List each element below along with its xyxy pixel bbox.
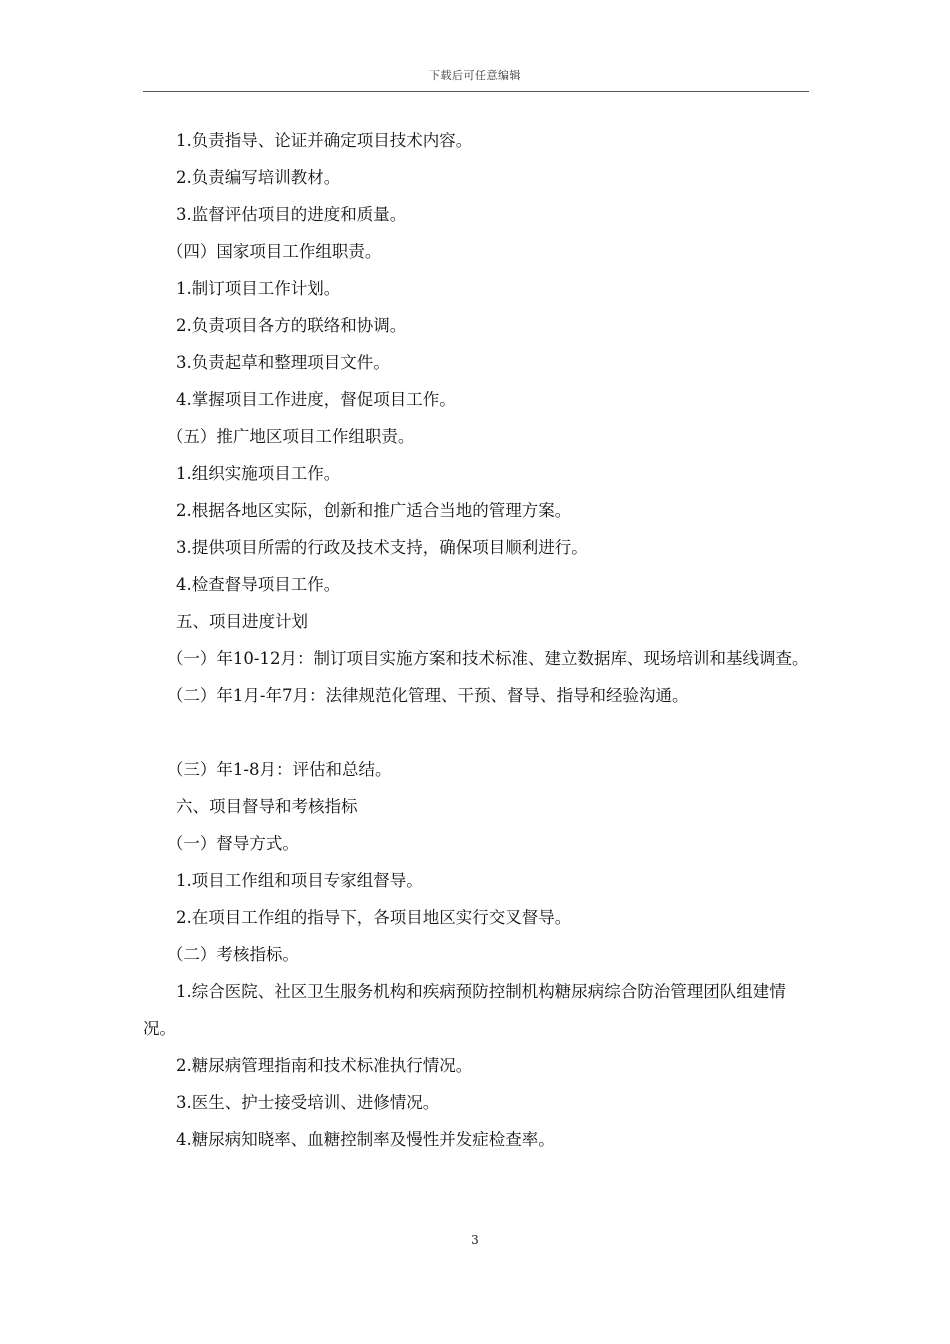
paragraph: 4.掌握项目工作进度，督促项目工作。 <box>176 390 456 409</box>
section-heading: （四）国家项目工作组职责。 <box>166 242 382 261</box>
paragraph: 3.提供项目所需的行政及技术支持，确保项目顺利进行。 <box>176 538 588 557</box>
paragraph: 1.综合医院、社区卫生服务机构和疾病预防控制机构糖尿病综合防治管理团队组建情况。 <box>143 982 786 1038</box>
paragraph: 1.负责指导、论证并确定项目技术内容。 <box>176 131 473 150</box>
page-number: 3 <box>471 1233 479 1247</box>
paragraph: 2.糖尿病管理指南和技术标准执行情况。 <box>176 1056 473 1075</box>
chapter-heading: 六、项目督导和考核指标 <box>176 797 358 816</box>
paragraph: 1.制订项目工作计划。 <box>176 279 341 298</box>
paragraph: 1.项目工作组和项目专家组督导。 <box>176 871 423 890</box>
header-divider <box>143 91 809 92</box>
paragraph: 4.糖尿病知晓率、血糖控制率及慢性并发症检查率。 <box>176 1130 555 1149</box>
paragraph: 2.负责项目各方的联络和协调。 <box>176 316 407 335</box>
chapter-heading: 五、项目进度计划 <box>176 612 308 631</box>
section-heading: （二）考核指标。 <box>166 945 299 964</box>
section-heading: （五）推广地区项目工作组职责。 <box>166 427 415 446</box>
paragraph: 1.组织实施项目工作。 <box>176 464 341 483</box>
paragraph: （二）年1月-年7月：法律规范化管理、干预、督导、指导和经验沟通。 <box>166 686 689 705</box>
paragraph: （一）年10-12月：制订项目实施方案和技术标准、建立数据库、现场培训和基线调查。 <box>166 649 809 668</box>
paragraph: 2.在项目工作组的指导下，各项目地区实行交叉督导。 <box>176 908 572 927</box>
paragraph: 2.根据各地区实际，创新和推广适合当地的管理方案。 <box>176 501 572 520</box>
paragraph: 3.医生、护士接受培训、进修情况。 <box>176 1093 440 1112</box>
page-header: 下载后可任意编辑 <box>429 69 521 82</box>
blank-line <box>143 714 809 751</box>
paragraph: 3.监督评估项目的进度和质量。 <box>176 205 407 224</box>
paragraph: 4.检查督导项目工作。 <box>176 575 341 594</box>
paragraph: 3.负责起草和整理项目文件。 <box>176 353 390 372</box>
document-body <box>143 122 809 1158</box>
section-heading: （一）督导方式。 <box>166 834 299 853</box>
paragraph: 2.负责编写培训教材。 <box>176 168 341 187</box>
paragraph: （三）年1-8月：评估和总结。 <box>166 760 392 779</box>
